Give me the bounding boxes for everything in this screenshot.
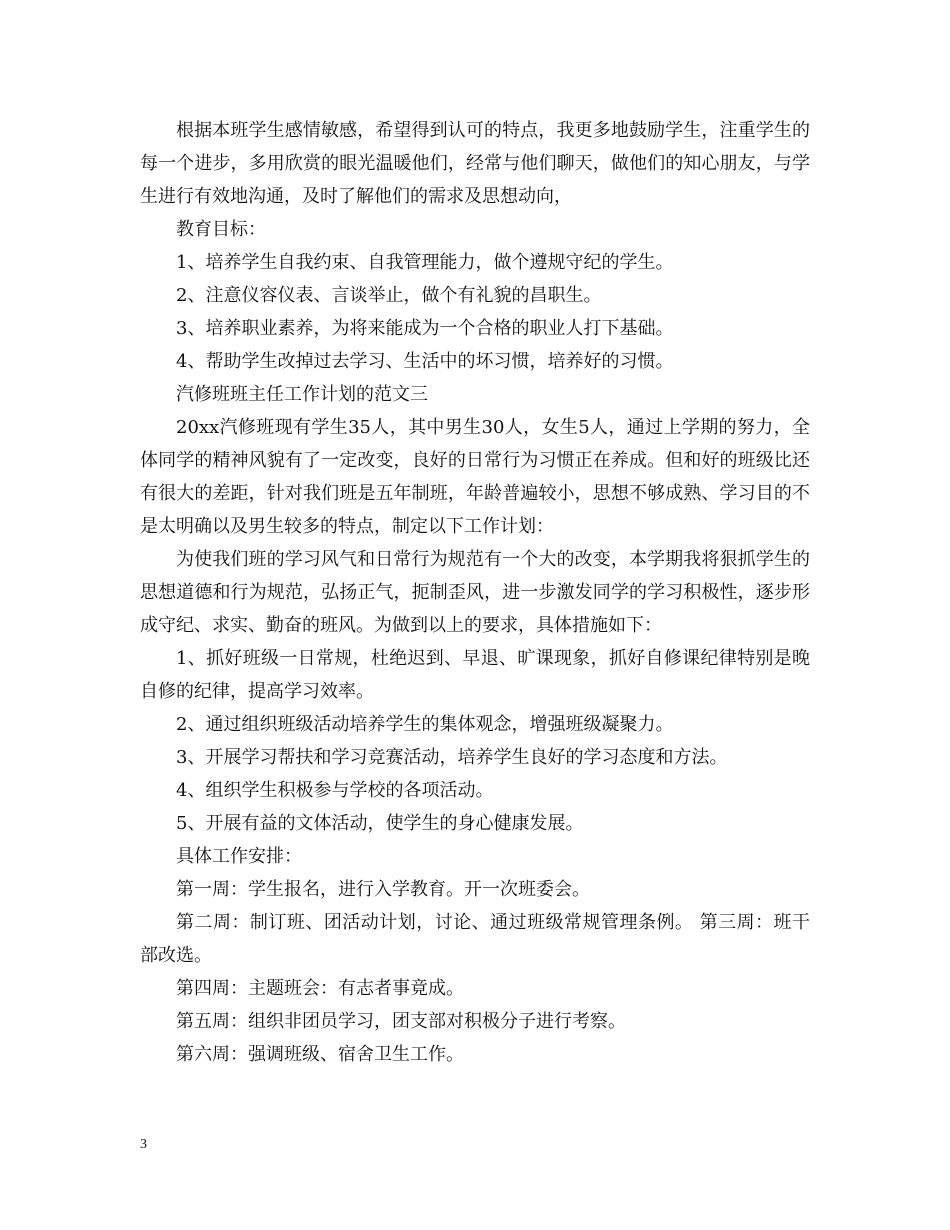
paragraph: 2、通过组织班级活动培养学生的集体观念，增强班级凝聚力。	[176, 714, 674, 735]
paragraph: 3、开展学习帮扶和学习竞赛活动，培养学生良好的学习态度和方法。	[176, 747, 728, 768]
paragraph: 20xx汽修班现有学生35人，其中男生30人，女生5人，通过上学期的努力，全体同学的精神风貌有了一定改变，良好的日常行为习惯正在养成。但和好的班级比还有很大的差距，针对我们班是五年制班，年龄普遍较小，思想不够成熟、学习目的不是太明确以及男生较多的特点，制定以下工作计划：	[140, 417, 810, 537]
paragraph: 1、抓好班级一日常规，杜绝迟到、早退、旷课现象，抓好自修课纪律特别是晚自修的纪律，提高学习效率。	[140, 648, 810, 702]
paragraph: 第六周：强调班级、宿舍卫生工作。	[176, 1044, 464, 1065]
paragraph: 4、组织学生积极参与学校的各项活动。	[176, 780, 494, 801]
paragraph: 4、帮助学生改掉过去学习、生活中的坏习惯，培养好的习惯。	[176, 351, 674, 372]
section-heading: 汽修班班主任工作计划的范文三	[176, 384, 428, 405]
paragraph: 2、注意仪容仪表、言谈举止，做个有礼貌的昌职生。	[176, 285, 602, 306]
paragraph: 1、培养学生自我约束、自我管理能力，做个遵规守纪的学生。	[176, 252, 674, 273]
paragraph: 第五周：组织非团员学习，团支部对积极分子进行考察。	[176, 1011, 626, 1032]
paragraph: 5、开展有益的文体活动，使学生的身心健康发展。	[176, 813, 584, 834]
paragraph: 3、培养职业素养，为将来能成为一个合格的职业人打下基础。	[176, 318, 674, 339]
paragraph: 具体工作安排：	[176, 846, 302, 867]
paragraph: 为使我们班的学习风气和日常行为规范有一个大的改变，本学期我将狠抓学生的思想道德和行为规范，弘扬正气，扼制歪风，进一步激发同学的学习积极性，逐步形成守纪、求实、勤奋的班风。为做到以上的要求，具体措施如下：	[140, 549, 810, 636]
paragraph: 第二周：制订班、团活动计划，讨论、通过班级常规管理条例。 第三周：班干部改选。	[140, 912, 810, 966]
document-body	[140, 114, 810, 1071]
page-number: 3	[140, 1137, 147, 1152]
paragraph: 教育目标：	[176, 219, 266, 240]
paragraph: 根据本班学生感情敏感，希望得到认可的特点，我更多地鼓励学生，注重学生的每一个进步，多用欣赏的眼光温暖他们，经常与他们聊天，做他们的知心朋友，与学生进行有效地沟通，及时了解他们的需求及思想动向，	[140, 120, 810, 207]
paragraph: 第一周：学生报名，进行入学教育。开一次班委会。	[176, 879, 590, 900]
paragraph: 第四周：主题班会：有志者事竟成。	[176, 978, 464, 999]
